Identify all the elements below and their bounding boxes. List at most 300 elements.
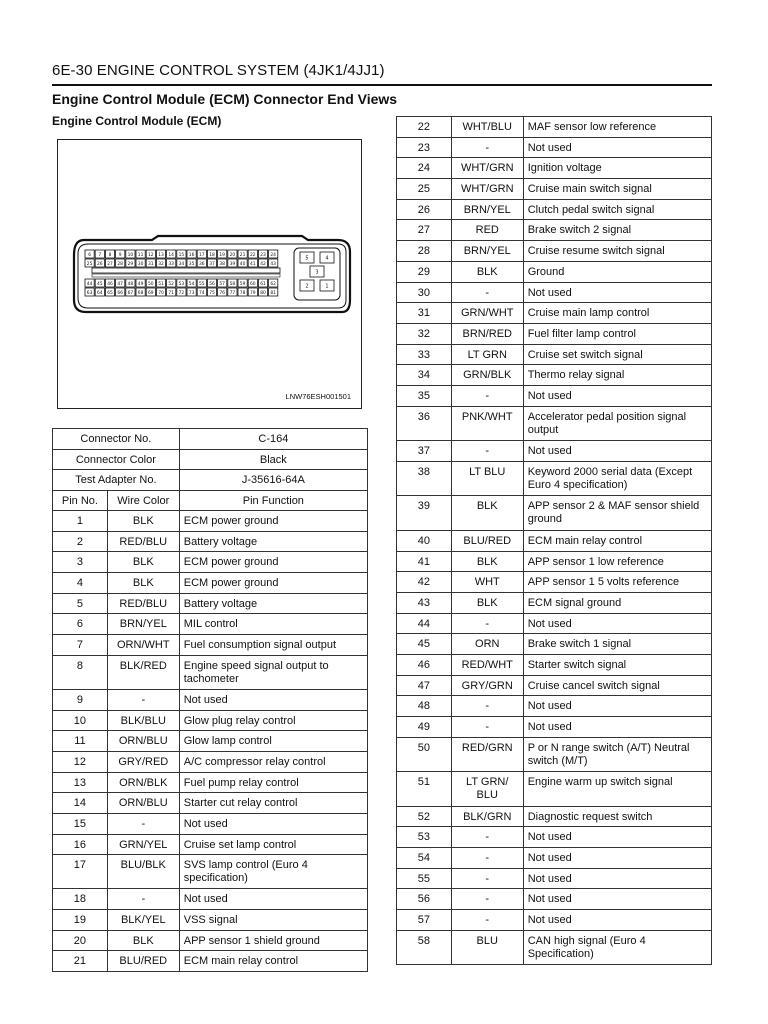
pin-function: Cruise main lamp control bbox=[523, 303, 711, 324]
pin-row bbox=[397, 737, 712, 772]
pin-function: APP sensor 1 shield ground bbox=[179, 930, 367, 951]
wire-color: BRN/YEL bbox=[107, 614, 179, 635]
pin-row bbox=[53, 951, 368, 972]
connector-pin-label: 42 bbox=[260, 261, 266, 267]
connector-pin-label: 71 bbox=[168, 290, 174, 296]
wire-color: - bbox=[107, 889, 179, 910]
pin-row bbox=[53, 731, 368, 752]
pin-row bbox=[397, 365, 712, 386]
connector-pin-label: 38 bbox=[219, 261, 225, 267]
pin-row bbox=[397, 806, 712, 827]
connector-pin-label: 73 bbox=[188, 290, 195, 296]
column-header-row bbox=[53, 490, 368, 511]
pin-number: 35 bbox=[397, 385, 452, 406]
info-label: Connector Color bbox=[53, 449, 180, 470]
wire-color: WHT bbox=[451, 572, 523, 593]
pin-row bbox=[397, 613, 712, 634]
ecm-connector-drawing bbox=[58, 140, 361, 408]
pin-number: 5 bbox=[53, 593, 108, 614]
pin-row bbox=[397, 241, 712, 262]
wire-color: WHT/GRN bbox=[451, 158, 523, 179]
pin-function: ECM power ground bbox=[179, 573, 367, 594]
power-pin-label: 3 bbox=[315, 269, 319, 276]
power-pin-label: 5 bbox=[305, 255, 309, 262]
wire-color: WHT/BLU bbox=[451, 117, 523, 138]
pin-function: Cruise set switch signal bbox=[523, 344, 711, 365]
info-value: C-164 bbox=[179, 429, 367, 450]
connector-pin-label: 70 bbox=[158, 290, 164, 296]
pin-number: 51 bbox=[397, 772, 452, 807]
pin-number: 24 bbox=[397, 158, 452, 179]
pin-function: A/C compressor relay control bbox=[179, 751, 367, 772]
wire-color: BLK/BLU bbox=[107, 710, 179, 731]
pin-function: Fuel pump relay control bbox=[179, 772, 367, 793]
pin-function: Not used bbox=[179, 689, 367, 710]
pin-number: 10 bbox=[53, 710, 108, 731]
wire-color: - bbox=[107, 813, 179, 834]
wire-color: - bbox=[451, 385, 523, 406]
wire-color: BLU/BLK bbox=[107, 855, 179, 889]
pin-number: 50 bbox=[397, 737, 452, 772]
wire-color: RED/WHT bbox=[451, 654, 523, 675]
pin-number: 49 bbox=[397, 717, 452, 738]
connector-info-row bbox=[53, 429, 368, 450]
pin-number: 21 bbox=[53, 951, 108, 972]
connector-pin-label: 15 bbox=[178, 252, 185, 258]
pin-function: Ground bbox=[523, 261, 711, 282]
pin-number: 33 bbox=[397, 344, 452, 365]
wire-color: RED/BLU bbox=[107, 593, 179, 614]
wire-color: GRN/YEL bbox=[107, 834, 179, 855]
wire-color: GRY/GRN bbox=[451, 675, 523, 696]
pin-function: ECM main relay control bbox=[523, 530, 711, 551]
wire-color: - bbox=[451, 889, 523, 910]
pin-number: 1 bbox=[53, 511, 108, 532]
info-value: J-35616-64A bbox=[179, 470, 367, 491]
pin-number: 25 bbox=[397, 179, 452, 200]
wire-color: BLK bbox=[451, 551, 523, 572]
connector-info-row bbox=[53, 449, 368, 470]
pin-row bbox=[397, 282, 712, 303]
pin-row bbox=[53, 930, 368, 951]
pin-function: Glow lamp control bbox=[179, 731, 367, 752]
pin-row bbox=[397, 303, 712, 324]
connector-pin-label: 18 bbox=[209, 252, 215, 258]
info-label: Test Adapter No. bbox=[53, 470, 180, 491]
wire-color: ORN/BLU bbox=[107, 731, 179, 752]
pin-row bbox=[53, 710, 368, 731]
connector-pin-label: 48 bbox=[127, 281, 134, 287]
wire-color: WHT/GRN bbox=[451, 179, 523, 200]
wire-color: BRN/YEL bbox=[451, 241, 523, 262]
pin-row bbox=[53, 531, 368, 552]
connector-pin-label: 49 bbox=[137, 281, 144, 287]
wire-color: - bbox=[451, 137, 523, 158]
connector-pin-label: 54 bbox=[188, 281, 195, 287]
pin-function: ECM power ground bbox=[179, 511, 367, 532]
pin-function: APP sensor 1 5 volts reference bbox=[523, 572, 711, 593]
connector-pin-label: 39 bbox=[229, 261, 236, 267]
pin-number: 31 bbox=[397, 303, 452, 324]
pin-number: 40 bbox=[397, 530, 452, 551]
wire-color: BLK/RED bbox=[107, 655, 179, 689]
wire-color: - bbox=[451, 827, 523, 848]
connector-pin-label: 56 bbox=[209, 281, 215, 287]
connector-pin-label: 61 bbox=[260, 281, 266, 287]
pin-number: 14 bbox=[53, 793, 108, 814]
page-header: 6E-30 ENGINE CONTROL SYSTEM (4JK1/4JJ1) bbox=[52, 62, 385, 79]
wire-color: BLK/GRN bbox=[451, 806, 523, 827]
page-title: Engine Control Module (ECM) Connector End Views bbox=[52, 91, 398, 107]
pin-function: VSS signal bbox=[179, 910, 367, 931]
pin-number: 38 bbox=[397, 461, 452, 496]
pin-row bbox=[397, 572, 712, 593]
connector-pin-label: 26 bbox=[97, 261, 103, 267]
pin-function: Not used bbox=[523, 696, 711, 717]
pin-number: 11 bbox=[53, 731, 108, 752]
wire-color: BLU bbox=[451, 930, 523, 965]
pin-number: 48 bbox=[397, 696, 452, 717]
pin-number: 44 bbox=[397, 613, 452, 634]
connector-pin-label: 25 bbox=[86, 261, 93, 267]
pin-number: 20 bbox=[53, 930, 108, 951]
pin-row bbox=[53, 689, 368, 710]
pin-number: 17 bbox=[53, 855, 108, 889]
connector-pin-label: 31 bbox=[148, 261, 154, 267]
pin-function: Cruise resume switch signal bbox=[523, 241, 711, 262]
wire-color: BRN/YEL bbox=[451, 199, 523, 220]
pin-number: 54 bbox=[397, 848, 452, 869]
pin-function: Not used bbox=[179, 813, 367, 834]
pin-row bbox=[397, 117, 712, 138]
connector-pin-label: 20 bbox=[229, 252, 236, 258]
pin-number: 12 bbox=[53, 751, 108, 772]
pin-row bbox=[397, 868, 712, 889]
connector-pin-label: 33 bbox=[168, 261, 174, 267]
header-rule bbox=[52, 84, 712, 86]
pin-function: Not used bbox=[523, 848, 711, 869]
pin-row bbox=[53, 573, 368, 594]
connector-pin-label: 40 bbox=[239, 261, 246, 267]
wire-color: LT BLU bbox=[451, 461, 523, 496]
wire-color: LT GRN/ BLU bbox=[451, 772, 523, 807]
pin-row bbox=[397, 530, 712, 551]
connector-pin-label: 77 bbox=[229, 290, 236, 296]
pin-row bbox=[397, 696, 712, 717]
pin-row bbox=[53, 614, 368, 635]
connector-pin-label: 27 bbox=[107, 261, 113, 267]
connector-info-table bbox=[52, 428, 368, 972]
wire-color: BLK bbox=[451, 496, 523, 531]
info-label: Connector No. bbox=[53, 429, 180, 450]
connector-pin-label: 63 bbox=[86, 290, 93, 296]
pin-function: Fuel filter lamp control bbox=[523, 323, 711, 344]
connector-pin-label: 8 bbox=[108, 252, 112, 258]
connector-pin-label: 65 bbox=[107, 290, 113, 296]
pin-function: Brake switch 2 signal bbox=[523, 220, 711, 241]
pin-row bbox=[53, 855, 368, 889]
pin-number: 9 bbox=[53, 689, 108, 710]
pin-number: 34 bbox=[397, 365, 452, 386]
pin-function: Not used bbox=[523, 910, 711, 931]
pin-number: 15 bbox=[53, 813, 108, 834]
pin-function: Accelerator pedal position signal output bbox=[523, 406, 711, 441]
pin-row bbox=[53, 552, 368, 573]
connector-pin-label: 57 bbox=[219, 281, 225, 287]
connector-pin-label: 62 bbox=[270, 281, 276, 287]
pin-row bbox=[53, 655, 368, 689]
pin-function-table-continued bbox=[396, 116, 712, 965]
pin-function: Not used bbox=[523, 868, 711, 889]
pin-number: 39 bbox=[397, 496, 452, 531]
pin-function: ECM power ground bbox=[179, 552, 367, 573]
figure-subtitle: Engine Control Module (ECM) bbox=[52, 114, 222, 128]
pin-row bbox=[53, 834, 368, 855]
connector-pin-label: 75 bbox=[209, 290, 215, 296]
pin-number: 43 bbox=[397, 592, 452, 613]
pin-row bbox=[397, 717, 712, 738]
pin-number: 30 bbox=[397, 282, 452, 303]
connector-pin-label: 80 bbox=[260, 290, 266, 296]
wire-color: ORN bbox=[451, 634, 523, 655]
pin-function: Not used bbox=[523, 137, 711, 158]
connector-pin-label: 37 bbox=[209, 261, 215, 267]
connector-pin-label: 45 bbox=[97, 281, 103, 287]
pin-number: 28 bbox=[397, 241, 452, 262]
power-pin-label: 4 bbox=[325, 255, 329, 262]
pin-function: ECM main relay control bbox=[179, 951, 367, 972]
connector-pin-label: 68 bbox=[137, 290, 144, 296]
pin-number: 8 bbox=[53, 655, 108, 689]
pin-function: Not used bbox=[523, 613, 711, 634]
pin-row bbox=[397, 137, 712, 158]
connector-pin-label: 46 bbox=[107, 281, 113, 287]
connector-pin-label: 32 bbox=[158, 261, 164, 267]
pin-number: 32 bbox=[397, 323, 452, 344]
pin-function: Starter cut relay control bbox=[179, 793, 367, 814]
connector-pin-label: 9 bbox=[118, 252, 122, 258]
wire-color: ORN/BLU bbox=[107, 793, 179, 814]
connector-pin-label: 7 bbox=[98, 252, 102, 258]
pin-function: Clutch pedal switch signal bbox=[523, 199, 711, 220]
connector-pin-label: 72 bbox=[178, 290, 185, 296]
wire-color: - bbox=[451, 848, 523, 869]
pin-number: 3 bbox=[53, 552, 108, 573]
connector-pin-label: 36 bbox=[199, 261, 205, 267]
pin-row bbox=[397, 323, 712, 344]
pin-row bbox=[397, 772, 712, 807]
connector-pin-label: 19 bbox=[219, 252, 225, 258]
pin-function: P or N range switch (A/T) Neutral switch (M/T) bbox=[523, 737, 711, 772]
connector-pin-label: 51 bbox=[158, 281, 164, 287]
pin-function: Not used bbox=[523, 889, 711, 910]
pin-function: Not used bbox=[523, 282, 711, 303]
pin-function: Not used bbox=[523, 827, 711, 848]
pin-function: Cruise cancel switch signal bbox=[523, 675, 711, 696]
wire-color: GRY/RED bbox=[107, 751, 179, 772]
pin-row bbox=[397, 848, 712, 869]
pin-row bbox=[53, 511, 368, 532]
column-header-pin: Pin No. bbox=[53, 490, 108, 511]
power-pin-label: 1 bbox=[325, 283, 329, 290]
pin-number: 57 bbox=[397, 910, 452, 931]
pin-number: 41 bbox=[397, 551, 452, 572]
pin-row bbox=[53, 593, 368, 614]
wire-color: BRN/RED bbox=[451, 323, 523, 344]
connector-pin-label: 81 bbox=[270, 290, 276, 296]
pin-row bbox=[397, 441, 712, 462]
pin-row bbox=[397, 930, 712, 965]
wire-color: - bbox=[451, 282, 523, 303]
connector-figure bbox=[57, 139, 362, 409]
wire-color: BLK bbox=[451, 261, 523, 282]
pin-row bbox=[397, 344, 712, 365]
connector-pin-label: 58 bbox=[229, 281, 236, 287]
pin-row bbox=[53, 889, 368, 910]
connector-pin-label: 69 bbox=[148, 290, 154, 296]
pin-row bbox=[53, 813, 368, 834]
pin-function: Not used bbox=[523, 717, 711, 738]
pin-number: 19 bbox=[53, 910, 108, 931]
connector-pin-label: 35 bbox=[188, 261, 195, 267]
connector-pin-label: 28 bbox=[117, 261, 123, 267]
wire-color: - bbox=[451, 696, 523, 717]
connector-pin-label: 66 bbox=[117, 290, 123, 296]
connector-pin-label: 10 bbox=[127, 252, 134, 258]
pin-function: APP sensor 1 low reference bbox=[523, 551, 711, 572]
wire-color: ORN/WHT bbox=[107, 635, 179, 656]
connector-pin-label: 14 bbox=[168, 252, 174, 258]
wire-color: BLU/RED bbox=[451, 530, 523, 551]
pin-row bbox=[397, 220, 712, 241]
wire-color: PNK/WHT bbox=[451, 406, 523, 441]
wire-color: - bbox=[451, 868, 523, 889]
pin-function: APP sensor 2 & MAF sensor shield ground bbox=[523, 496, 711, 531]
pin-function: Brake switch 1 signal bbox=[523, 634, 711, 655]
wire-color: - bbox=[451, 910, 523, 931]
pin-row bbox=[397, 889, 712, 910]
pin-number: 13 bbox=[53, 772, 108, 793]
connector-pin-label: 53 bbox=[178, 281, 185, 287]
pin-row bbox=[397, 261, 712, 282]
column-header-function: Pin Function bbox=[179, 490, 367, 511]
pin-row bbox=[397, 827, 712, 848]
pin-row bbox=[397, 179, 712, 200]
pin-row bbox=[397, 910, 712, 931]
pin-function: Cruise main switch signal bbox=[523, 179, 711, 200]
pin-number: 46 bbox=[397, 654, 452, 675]
pin-number: 47 bbox=[397, 675, 452, 696]
pin-number: 52 bbox=[397, 806, 452, 827]
connector-pin-label: 47 bbox=[117, 281, 123, 287]
pin-number: 4 bbox=[53, 573, 108, 594]
connector-pin-label: 79 bbox=[250, 290, 256, 296]
connector-pin-label: 24 bbox=[270, 252, 276, 258]
pin-number: 37 bbox=[397, 441, 452, 462]
wire-color: LT GRN bbox=[451, 344, 523, 365]
wire-color: GRN/BLK bbox=[451, 365, 523, 386]
wire-color: RED/GRN bbox=[451, 737, 523, 772]
pin-row bbox=[53, 751, 368, 772]
connector-pin-label: 44 bbox=[86, 281, 93, 287]
pin-number: 55 bbox=[397, 868, 452, 889]
pin-number: 29 bbox=[397, 261, 452, 282]
pin-number: 18 bbox=[53, 889, 108, 910]
figure-code: LNW76ESH001501 bbox=[285, 392, 351, 401]
connector-pin-label: 23 bbox=[260, 252, 266, 258]
pin-number: 58 bbox=[397, 930, 452, 965]
wire-color: BLK bbox=[107, 511, 179, 532]
pin-row bbox=[397, 592, 712, 613]
info-value: Black bbox=[179, 449, 367, 470]
connector-pin-label: 50 bbox=[148, 281, 154, 287]
wire-color: GRN/WHT bbox=[451, 303, 523, 324]
connector-pin-label: 12 bbox=[148, 252, 154, 258]
pin-number: 27 bbox=[397, 220, 452, 241]
wire-color: - bbox=[451, 441, 523, 462]
connector-pin-label: 13 bbox=[158, 252, 164, 258]
pin-row bbox=[397, 654, 712, 675]
pin-function: Starter switch signal bbox=[523, 654, 711, 675]
pin-row bbox=[397, 634, 712, 655]
pin-row bbox=[397, 496, 712, 531]
pin-row bbox=[397, 461, 712, 496]
connector-pin-label: 55 bbox=[199, 281, 205, 287]
wire-color: ORN/BLK bbox=[107, 772, 179, 793]
pin-number: 42 bbox=[397, 572, 452, 593]
wire-color: BLK bbox=[107, 573, 179, 594]
pin-row bbox=[53, 793, 368, 814]
pin-number: 2 bbox=[53, 531, 108, 552]
pin-function: Keyword 2000 serial data (Except Euro 4 specification) bbox=[523, 461, 711, 496]
pin-row bbox=[53, 772, 368, 793]
connector-pin-label: 11 bbox=[137, 252, 144, 258]
pin-function: Not used bbox=[523, 385, 711, 406]
pin-function: Engine warm up switch signal bbox=[523, 772, 711, 807]
connector-pin-label: 22 bbox=[250, 252, 256, 258]
connector-pin-label: 52 bbox=[168, 281, 174, 287]
pin-function: Diagnostic request switch bbox=[523, 806, 711, 827]
pin-number: 22 bbox=[397, 117, 452, 138]
wire-color: - bbox=[451, 613, 523, 634]
connector-pin-label: 59 bbox=[239, 281, 246, 287]
pin-row bbox=[397, 199, 712, 220]
pin-function: Not used bbox=[523, 441, 711, 462]
connector-pin-label: 43 bbox=[270, 261, 276, 267]
connector-pin-label: 64 bbox=[97, 290, 103, 296]
connector-pin-label: 34 bbox=[178, 261, 185, 267]
pin-number: 36 bbox=[397, 406, 452, 441]
connector-pin-label: 17 bbox=[199, 252, 205, 258]
pin-function: Fuel consumption signal output bbox=[179, 635, 367, 656]
connector-pin-label: 76 bbox=[219, 290, 225, 296]
pin-number: 16 bbox=[53, 834, 108, 855]
wire-color: BLK bbox=[107, 930, 179, 951]
pin-function: ECM signal ground bbox=[523, 592, 711, 613]
pin-number: 56 bbox=[397, 889, 452, 910]
connector-pin-label: 41 bbox=[250, 261, 256, 267]
connector-pin-label: 16 bbox=[188, 252, 195, 258]
pin-number: 45 bbox=[397, 634, 452, 655]
pin-function: MAF sensor low reference bbox=[523, 117, 711, 138]
pin-function: Glow plug relay control bbox=[179, 710, 367, 731]
connector-pin-label: 6 bbox=[88, 252, 91, 258]
power-pin-label: 2 bbox=[305, 283, 309, 290]
pin-number: 26 bbox=[397, 199, 452, 220]
pin-row bbox=[397, 406, 712, 441]
connector-pin-label: 78 bbox=[239, 290, 246, 296]
pin-function: Ignition voltage bbox=[523, 158, 711, 179]
